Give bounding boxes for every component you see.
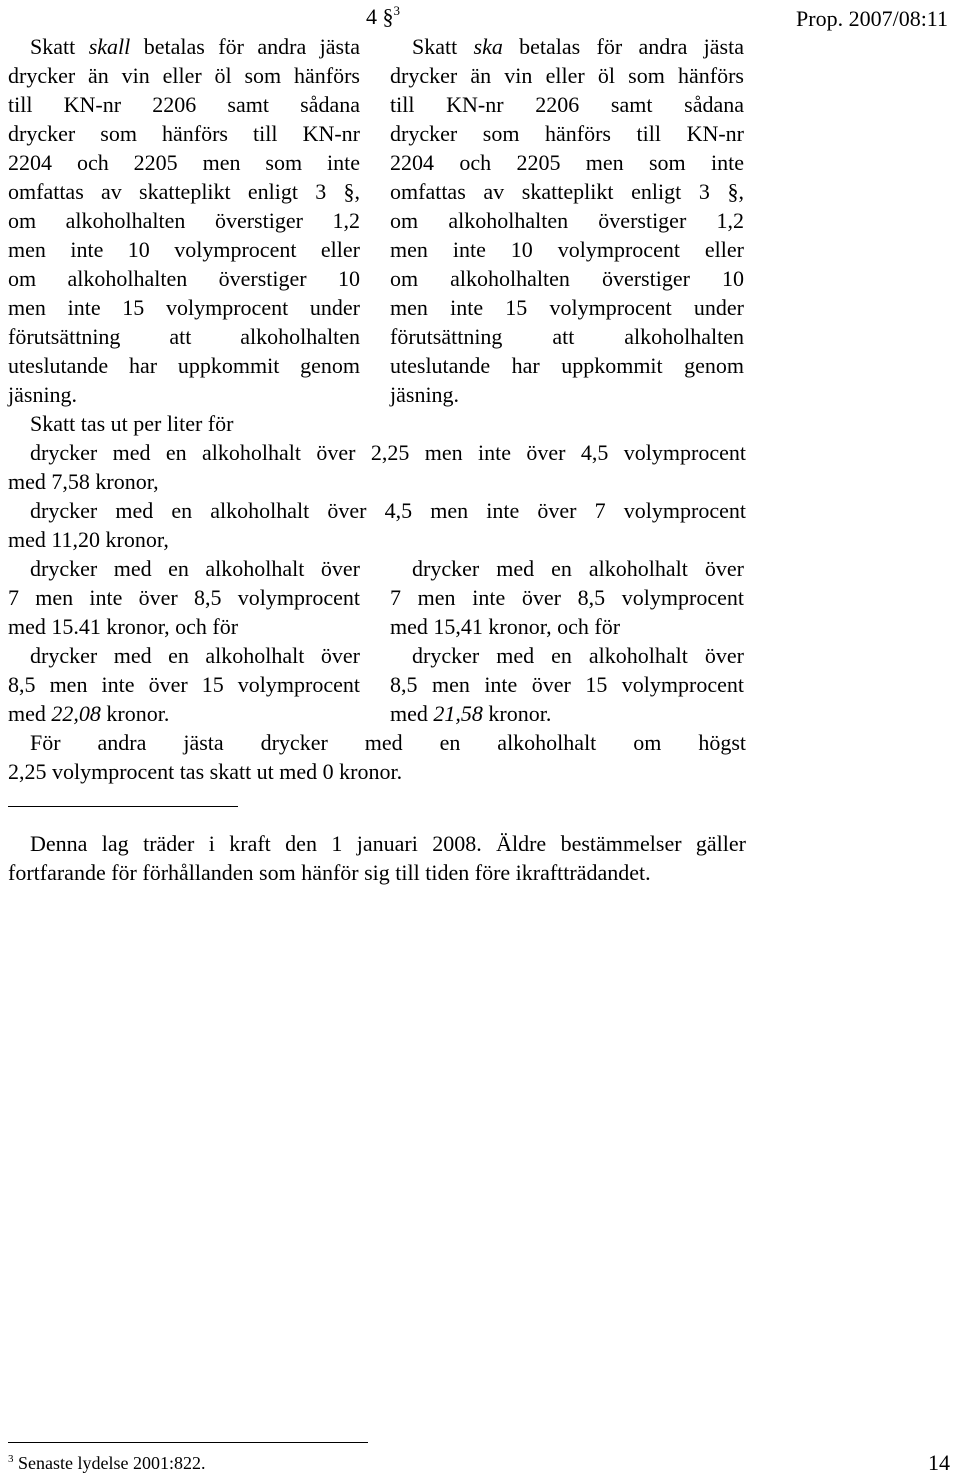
left-column-paragraph [8,32,360,409]
text-line: Denna lag träder i kraft den 1 januari 2008. Äldre bestämmelser gäller [30,831,746,856]
text-line: med 15,41 kronor, och för [390,614,621,639]
text-line: 7 men inte över 8,5 volymprocent [390,585,744,610]
effective-date-paragraph [8,829,746,887]
emphasis: ska [473,34,503,59]
text-line: 2204 och 2205 men som inte [390,150,744,175]
text-line: Skatt ska betalas för andra jästa [412,34,744,59]
footnote-ref: 3 [393,3,400,18]
text-line: men inte 10 volymprocent eller [8,237,360,262]
footnote-text: Senaste lydelse 2001:822. [18,1453,206,1473]
proposition-reference: Prop. 2007/08:11 [796,6,948,31]
text-line: drycker än vin eller öl som hänförs [8,63,360,88]
text-line: drycker med en alkoholhalt över 4,5 men inte över 7 volymprocent [30,498,746,523]
text-line: om alkoholhalten överstiger 10 [8,266,360,291]
text-line: till KN-nr 2206 samt sådana [390,92,744,117]
page-number: 14 [928,1450,950,1475]
right-column-paragraph [390,32,744,409]
text-line: drycker med en alkoholhalt över [30,556,360,581]
text-line: Skatt skall betalas för andra jästa [30,34,360,59]
emphasis: 22,08 [51,701,101,726]
emphasis: 21,58 [433,701,483,726]
text-line: med 21,58 kronor. [390,701,552,726]
text-line: drycker med en alkoholhalt över [412,556,744,581]
text-line: jäsning. [390,382,460,407]
text-line: om alkoholhalten överstiger 1,2 [8,208,360,233]
text-line: 7 men inte över 8,5 volymprocent [8,585,360,610]
text-line: jäsning. [8,382,78,407]
text-line: med 11,20 kronor, [8,527,169,552]
text-line: drycker som hänförs till KN-nr [8,121,360,146]
text-line: till KN-nr 2206 samt sådana [8,92,360,117]
text-line: förutsättning att alkoholhalten [8,324,360,349]
text-line: om alkoholhalten överstiger 10 [390,266,744,291]
text-line: drycker med en alkoholhalt över [412,643,744,668]
text-line: drycker som hänförs till KN-nr [390,121,744,146]
text-line: men inte 10 volymprocent eller [390,237,744,262]
text-line: uteslutande har uppkommit genom [390,353,744,378]
section-heading [366,4,400,30]
emphasis: skall [88,34,131,59]
section-divider [8,806,238,807]
text-line: Skatt tas ut per liter för [30,411,234,436]
text-line: omfattas av skatteplikt enligt 3 §, [8,179,360,204]
text-line: drycker med en alkoholhalt över 2,25 men inte över 4,5 volymprocent [30,440,746,465]
left-tiers [8,554,360,728]
text-line: För andra jästa drycker med en alkoholhalt om högst [30,730,746,755]
text-line: med 22,08 kronor. [8,701,170,726]
text-line: förutsättning att alkoholhalten [390,324,744,349]
footnote-number: 3 [8,1453,14,1465]
text-line: men inte 15 volymprocent under [8,295,360,320]
text-line: 2,25 volymprocent tas skatt ut med 0 kronor. [8,759,403,784]
section-number: 4 [366,4,377,29]
text-line: med 7,58 kronor, [8,469,159,494]
shared-tax-paragraph [8,409,746,554]
text-line: omfattas av skatteplikt enligt 3 §, [390,179,744,204]
footnote [8,1452,205,1474]
closing-paragraph [8,728,746,786]
right-tiers [390,554,744,728]
text-line: uteslutande har uppkommit genom [8,353,360,378]
text-line: drycker än vin eller öl som hänförs [390,63,744,88]
text-line: med 15.41 kronor, och för [8,614,239,639]
text-line: 2204 och 2205 men som inte [8,150,360,175]
text-line: fortfarande för förhållanden som hänför sig till tiden före ikraftträdandet. [8,860,651,885]
footnote-divider [8,1442,368,1443]
section-mark: § [382,4,394,29]
text-line: 8,5 men inte över 15 volymprocent [8,672,360,697]
text-line: drycker med en alkoholhalt över [30,643,360,668]
text-line: 8,5 men inte över 15 volymprocent [390,672,744,697]
text-line: om alkoholhalten överstiger 1,2 [390,208,744,233]
text-line: men inte 15 volymprocent under [390,295,744,320]
